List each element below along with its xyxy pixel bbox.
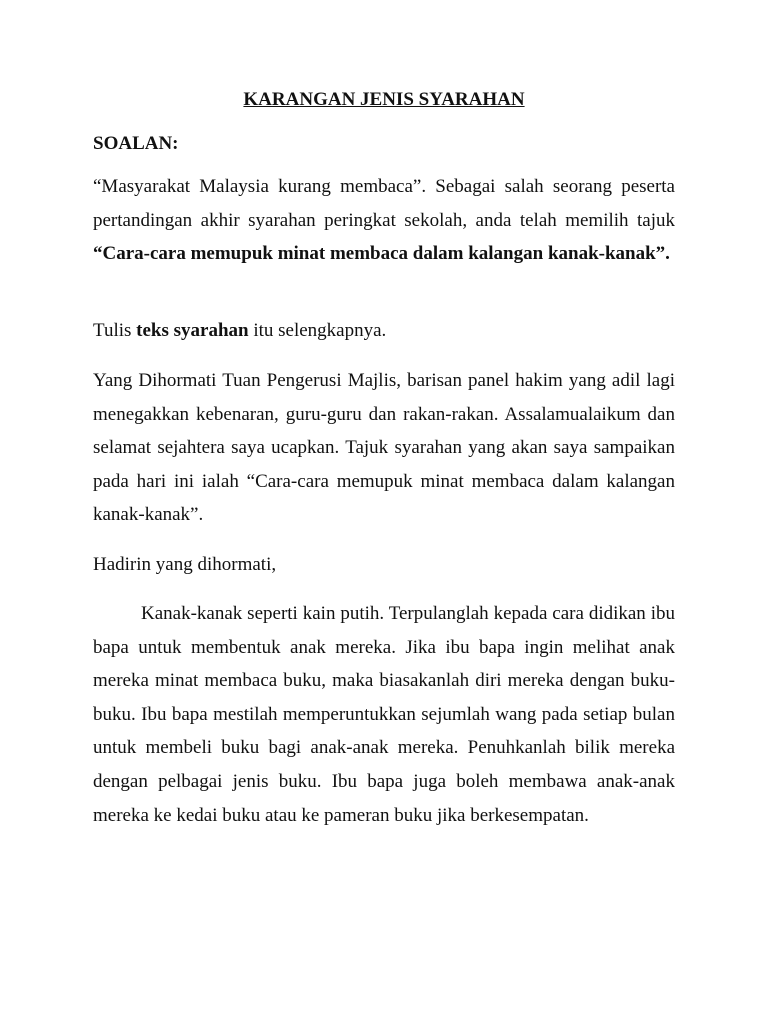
opening-paragraph: Yang Dihormati Tuan Pengerusi Majlis, barisan panel hakim yang adil lagi menegakkan kebenaran, guru-guru dan rakan-rakan. Assalamualaikum dan selamat sejahtera saya ucapkan. Tajuk syarahan yang akan saya sampaikan pada hari ini ialah “Cara-cara memupuk minat membaca dalam kalangan kanak-kanak”. bbox=[93, 370, 675, 526]
instruction-paragraph bbox=[93, 314, 675, 348]
question-label: SOALAN: bbox=[93, 133, 179, 154]
question-text: “Masyarakat Malaysia kurang membaca”. Sebagai salah seorang peserta pertandingan akhir syarahan peringkat sekolah, anda telah memilih tajuk bbox=[93, 176, 675, 231]
document-title: KARANGAN JENIS SYARAHAN bbox=[243, 89, 525, 110]
question-topic: “Cara-cara memupuk minat membaca dalam kalangan kanak-kanak”. bbox=[93, 243, 670, 265]
instruction-bold: teks syarahan bbox=[136, 320, 249, 341]
instruction-prefix: Tulis bbox=[93, 320, 137, 341]
instruction-suffix: itu selengkapnya. bbox=[248, 320, 387, 341]
body-paragraph: Kanak-kanak seperti kain putih. Terpulanglah kepada cara didikan ibu bapa untuk membentuk anak mereka. Jika ibu bapa ingin melihat anak mereka minat membaca buku, maka biasakanlah diri mereka dengan buku-buku. Ibu bapa mestilah memperuntukkan sejumlah wang pada setiap bulan untuk membeli buku bagi anak-anak mereka. Penuhkanlah bilik mereka dengan pelbagai jenis buku. Ibu bapa juga boleh membawa anak-anak mereka ke kedai buku atau ke pameran buku jika berkesempatan. bbox=[93, 603, 675, 826]
question-paragraph bbox=[93, 170, 675, 271]
greeting-paragraph: Hadirin yang dihormati, bbox=[93, 554, 277, 575]
